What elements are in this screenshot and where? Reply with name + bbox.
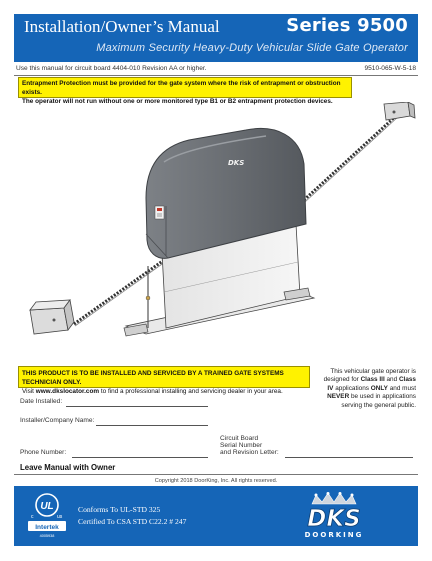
entrapment-warning-line2: The operator will not run without one or more monitored type B1 or B2 entrapment protection devices. xyxy=(22,98,333,105)
circuit-board-text: Use this manual for circuit board 4404-010 Revision AA or higher. xyxy=(16,65,207,72)
entrapment-warning xyxy=(18,77,352,105)
divider-bottom xyxy=(14,474,418,475)
document-number: 9510-065-W-5-18 xyxy=(364,65,416,72)
ul-listed-icon xyxy=(31,494,63,520)
footer-banner xyxy=(14,486,418,546)
svg-text:us: us xyxy=(57,514,63,520)
intertek-icon xyxy=(28,521,66,538)
gate-operator-illustration xyxy=(14,102,418,364)
technician-warning-line1: THIS PRODUCT IS TO BE INSTALLED AND SERVICED BY A TRAINED GATE SYSTEMS TECHNICIAN ONLY. xyxy=(22,370,284,386)
ul-conformance: Conforms To UL-STD 325 xyxy=(78,505,161,514)
certification-marks xyxy=(24,490,70,540)
chain-bracket-left xyxy=(30,300,74,334)
csa-certification: Certified To CSA STD C22.2 # 247 xyxy=(78,517,187,526)
installer-label: Installer/Company Name: xyxy=(20,417,95,424)
warning-label-icon xyxy=(155,206,164,219)
doorking-logo xyxy=(258,492,410,540)
chain-bracket-right xyxy=(384,102,415,120)
dealer-locator-link[interactable]: www.dkslocator.com xyxy=(35,388,100,395)
logo-subtext: DOORKING xyxy=(304,531,364,539)
product-subtitle: Maximum Security Heavy-Duty Vehicular Slide Gate Operator xyxy=(96,42,408,54)
entrapment-warning-line1: Entrapment Protection must be provided for the gate system where the risk of entrapment or obstruction exists. xyxy=(22,80,341,96)
circuit-board-note xyxy=(14,64,418,75)
technician-warning-line2: Visit www.dkslocator.com to find a professional installing and servicing dealer in your area. xyxy=(22,388,283,395)
date-installed-field[interactable] xyxy=(66,406,208,407)
date-installed-label: Date Installed: xyxy=(20,398,63,405)
svg-text:4005938: 4005938 xyxy=(39,534,55,538)
cover-logo: DKS xyxy=(228,159,245,167)
svg-text:Intertek: Intertek xyxy=(35,523,59,531)
gate-class-note: This vehicular gate operator is designed for Class III and Class IV applications ONLY and must NEVER be used in applications serving the general public. xyxy=(323,368,416,409)
series-title: Series 9500 xyxy=(286,15,408,36)
manual-title: Installation/Owner’s Manual xyxy=(24,17,220,36)
drive-chain-right xyxy=(304,114,399,202)
revision-letter-label: and Revision Letter: xyxy=(220,449,279,456)
technician-warning xyxy=(18,366,310,395)
svg-text:c: c xyxy=(31,514,34,520)
installer-field[interactable] xyxy=(96,425,208,426)
leave-manual-note: Leave Manual with Owner xyxy=(20,463,116,472)
circuit-board-label: Circuit Board xyxy=(220,435,259,442)
logo-wordmark: DKS xyxy=(307,506,361,532)
crown-icon xyxy=(312,492,356,504)
compliance-text xyxy=(78,504,186,528)
serial-number-label: Serial Number xyxy=(220,442,263,449)
svg-text:UL: UL xyxy=(40,501,54,512)
serial-revision-field[interactable] xyxy=(285,457,413,458)
phone-label: Phone Number: xyxy=(20,449,67,456)
phone-field[interactable] xyxy=(72,457,208,458)
copyright: Copyright 2018 DoorKing, Inc. All rights reserved. xyxy=(154,478,278,484)
divider xyxy=(14,75,418,76)
title-banner xyxy=(14,14,418,62)
drive-chain-left xyxy=(74,260,165,326)
